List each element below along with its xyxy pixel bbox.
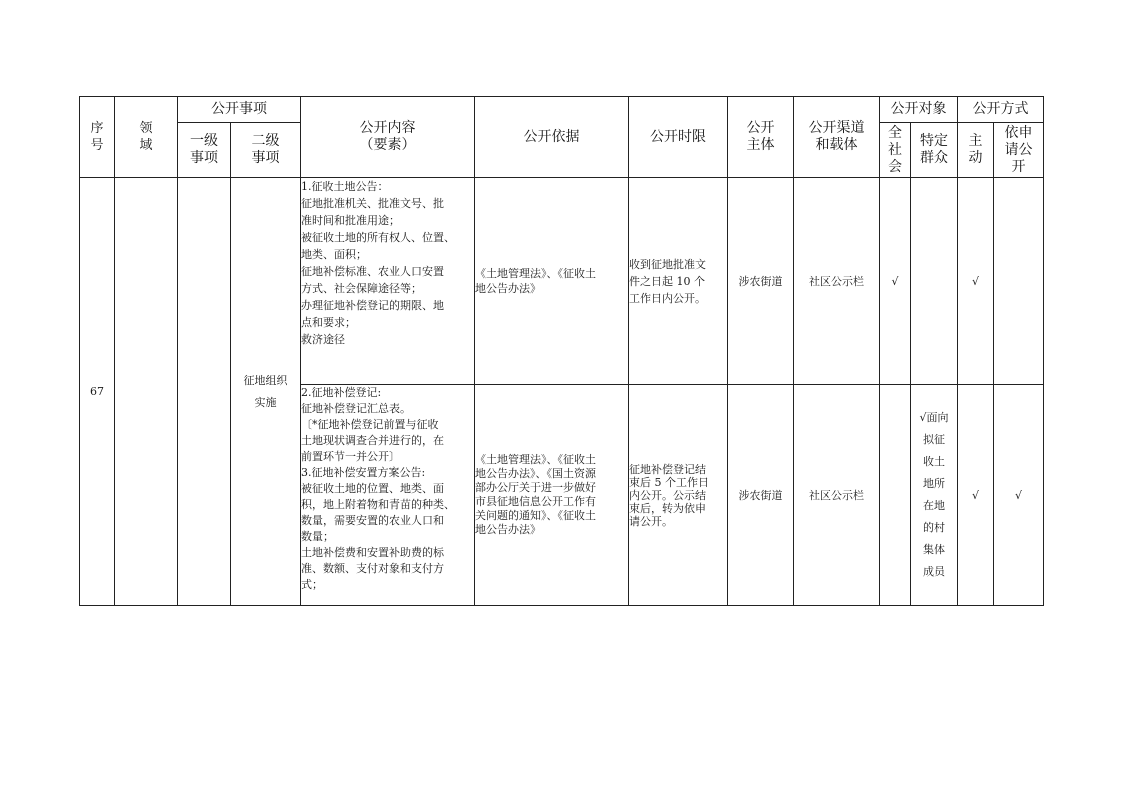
row2-subject: 涉农街道 bbox=[728, 385, 794, 606]
header-subject: 公开 主体 bbox=[728, 97, 794, 178]
row2-channel: 社区公示栏 bbox=[794, 385, 880, 606]
header-content: 公开内容 （要素） bbox=[301, 97, 475, 178]
header-level2: 二级 事项 bbox=[231, 123, 301, 178]
row1-all-society-check: √ bbox=[880, 178, 911, 385]
row-field bbox=[115, 178, 178, 606]
row2-active-check: √ bbox=[958, 385, 994, 606]
header-field: 领 域 bbox=[115, 97, 178, 178]
row1-on-request bbox=[994, 178, 1044, 385]
disclosure-table bbox=[79, 96, 1044, 606]
row1-time-limit: 收到征地批准文 件之日起 10 个 工作日内公开。 bbox=[629, 178, 728, 385]
row2-on-request-check: √ bbox=[994, 385, 1044, 606]
row2-all-society bbox=[880, 385, 911, 606]
header-on-request: 依申 请公 开 bbox=[994, 123, 1044, 178]
row-level2: 征地组织 实施 bbox=[231, 178, 301, 606]
header-specific-group: 特定 群众 bbox=[911, 123, 958, 178]
row1-specific-group bbox=[911, 178, 958, 385]
header-matters: 公开事项 bbox=[178, 97, 301, 123]
row1-subject: 涉农街道 bbox=[728, 178, 794, 385]
header-active: 主 动 bbox=[958, 123, 994, 178]
header-method: 公开方式 bbox=[958, 97, 1044, 123]
table-row bbox=[80, 178, 1044, 385]
row-level1 bbox=[178, 178, 231, 606]
row1-basis: 《土地管理法》、《征收土 地公告办法》 bbox=[475, 178, 629, 385]
row2-content: 2.征地补偿登记: 征地补偿登记汇总表。 〔*征地补偿登记前置与征收 土地现状调查合并进行的，在 前置环节一并公开〕 3.征地补偿安置方案公告: 被征收土地的位置、地类、面 积，地上附着物和青苗的种类、 数量，需要安置的农业人口和 数量； 土地补偿费和安置补助费的标 准、数额、支付对象和支付方 式； bbox=[301, 385, 475, 606]
row1-active-check: √ bbox=[958, 178, 994, 385]
row2-basis: 《土地管理法》、《征收土 地公告办法》、《国土资源 部办公厅关于进一步做好 市县征地信息公开工作有 关问题的通知》、《征收土 地公告办法》 bbox=[475, 385, 629, 606]
header-basis: 公开依据 bbox=[475, 97, 629, 178]
header-channel: 公开渠道 和载体 bbox=[794, 97, 880, 178]
header-level1: 一级 事项 bbox=[178, 123, 231, 178]
header-target: 公开对象 bbox=[880, 97, 958, 123]
row2-time-limit: 征地补偿登记结 束后 5 个工作日 内公开。公示结 束后，转为依申 请公开。 bbox=[629, 385, 728, 606]
header-all-society: 全 社 会 bbox=[880, 123, 911, 178]
row1-channel: 社区公示栏 bbox=[794, 178, 880, 385]
row-seq: 67 bbox=[80, 178, 115, 606]
row2-specific-group: √面向 拟征 收土 地所 在地 的村 集体 成员 bbox=[911, 385, 958, 606]
header-time-limit: 公开时限 bbox=[629, 97, 728, 178]
row1-content: 1.征收土地公告： 征地批准机关、批准文号、批 准时间和批准用途； 被征收土地的所有权人、位置、 地类、面积； 征地补偿标准、农业人口安置 方式、社会保障途径等； 办理征地补偿登记的期限、地 点和要求； 救济途径 bbox=[301, 178, 475, 385]
header-seq: 序 号 bbox=[80, 97, 115, 178]
